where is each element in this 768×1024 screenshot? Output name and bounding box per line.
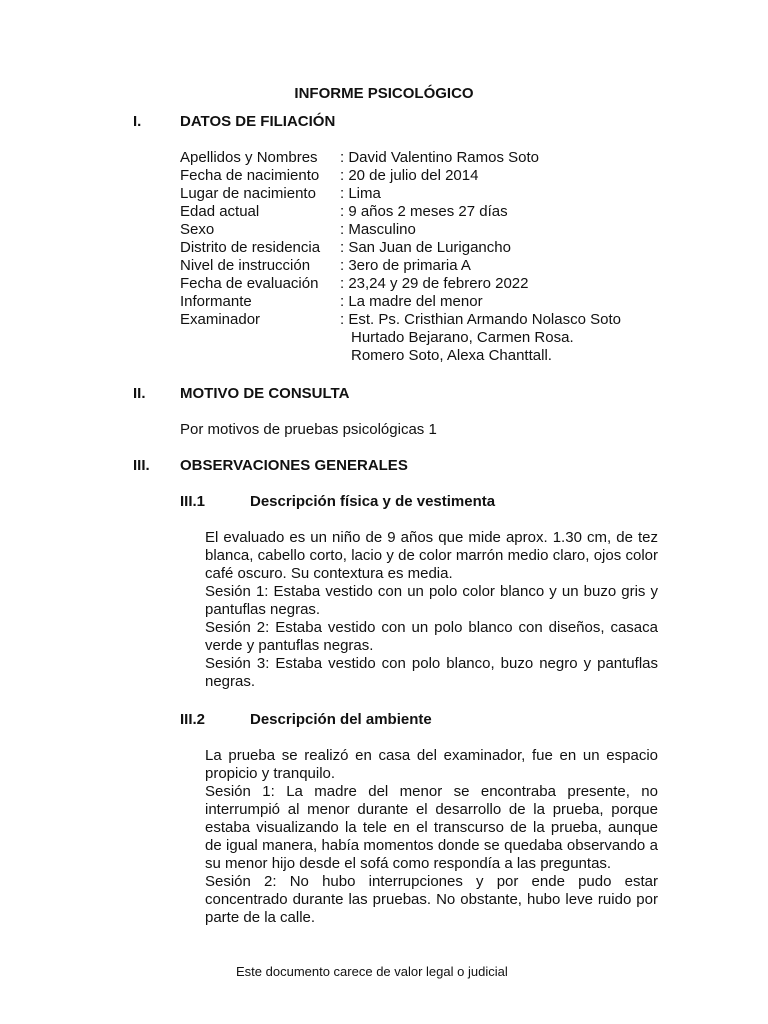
section-3-title: OBSERVACIONES GENERALES	[180, 457, 408, 474]
info-value: : 9 años 2 meses 27 días	[340, 203, 508, 220]
info-label: Apellidos y Nombres	[180, 149, 318, 166]
info-value: : 20 de julio del 2014	[340, 167, 479, 184]
info-row-birth-date	[180, 167, 660, 185]
info-value: : Est. Ps. Cristhian Armando Nolasco Soto	[340, 311, 621, 328]
info-label: Examinador	[180, 311, 261, 328]
paragraph: Sesión 1: Estaba vestido con un polo color blanco y un buzo gris y pantuflas negras.	[205, 583, 658, 618]
section-2-number: II.	[133, 385, 146, 402]
paragraph: Sesión 2: No hubo interrupciones y por ende pudo estar concentrado durante las pruebas. No obstante, hubo leve ruido por parte de la calle.	[205, 873, 658, 926]
environment-description-block	[205, 747, 658, 927]
section-3-number: III.	[133, 457, 150, 474]
paragraph: Sesión 1: La madre del menor se encontraba presente, no interrumpió al menor durante el desarrollo de la prueba, porque estaba visualizando la tele en el transcurso de la prueba, aunque de igual manera, había momentos donde se quedaba observando a su menor hijo desde el sofá como respondía a las preguntas.	[205, 783, 658, 872]
info-label: Nivel de instrucción	[180, 257, 311, 274]
info-value: : La madre del menor	[340, 293, 483, 310]
report-title: INFORME PSICOLÓGICO	[294, 85, 474, 102]
physical-description-block	[205, 529, 658, 691]
info-label: Fecha de evaluación	[180, 275, 319, 292]
paragraph: Sesión 2: Estaba vestido con un polo blanco con diseños, casaca verde y pantuflas negras.	[205, 619, 658, 654]
info-value: : 3ero de primaria A	[340, 257, 471, 274]
filiation-data-table	[180, 149, 660, 365]
paragraph: La prueba se realizó en casa del examinador, fue en un espacio propicio y tranquilo.	[205, 747, 658, 782]
consultation-reason: Por motivos de pruebas psicológicas 1	[180, 421, 437, 438]
section-1-number: I.	[133, 113, 142, 130]
subsection-3-2-number: III.2	[180, 711, 206, 728]
info-row-evaluation-date	[180, 275, 660, 293]
info-value: : Masculino	[340, 221, 416, 238]
info-row-examiner	[180, 311, 660, 329]
info-label: Fecha de nacimiento	[180, 167, 320, 184]
info-value: : David Valentino Ramos Soto	[340, 149, 539, 166]
subsection-3-2-title: Descripción del ambiente	[250, 711, 432, 728]
paragraph: El evaluado es un niño de 9 años que mide aprox. 1.30 cm, de tez blanca, cabello corto, lacio y de color marrón medio claro, ojos color café oscuro. Su contextura es media.	[205, 529, 658, 582]
subsection-3-1-number: III.1	[180, 493, 206, 510]
section-2-title: MOTIVO DE CONSULTA	[180, 385, 350, 402]
info-row-informant	[180, 293, 660, 311]
info-label: Lugar de nacimiento	[180, 185, 316, 202]
info-label: Sexo	[180, 221, 215, 238]
info-label: Informante	[180, 293, 252, 310]
info-row-district	[180, 239, 660, 257]
info-value: : 23,24 y 29 de febrero 2022	[340, 275, 529, 292]
info-value: : San Juan de Lurigancho	[340, 239, 511, 256]
info-row-education	[180, 257, 660, 275]
info-row-names	[180, 149, 660, 167]
subsection-3-1-title: Descripción física y de vestimenta	[250, 493, 496, 510]
info-value: : Lima	[340, 185, 381, 202]
info-row-sex	[180, 221, 660, 239]
paragraph: Sesión 3: Estaba vestido con polo blanco, buzo negro y pantuflas negras.	[205, 655, 658, 690]
examiner-extra-2: Romero Soto, Alexa Chanttall.	[351, 347, 552, 364]
info-label: Distrito de residencia	[180, 239, 321, 256]
section-1-title: DATOS DE FILIACIÓN	[180, 113, 336, 130]
info-row-birth-place	[180, 185, 660, 203]
info-row-age	[180, 203, 660, 221]
footer-disclaimer: Este documento carece de valor legal o judicial	[236, 964, 508, 979]
info-label: Edad actual	[180, 203, 260, 220]
examiner-extra-1: Hurtado Bejarano, Carmen Rosa.	[351, 329, 574, 346]
